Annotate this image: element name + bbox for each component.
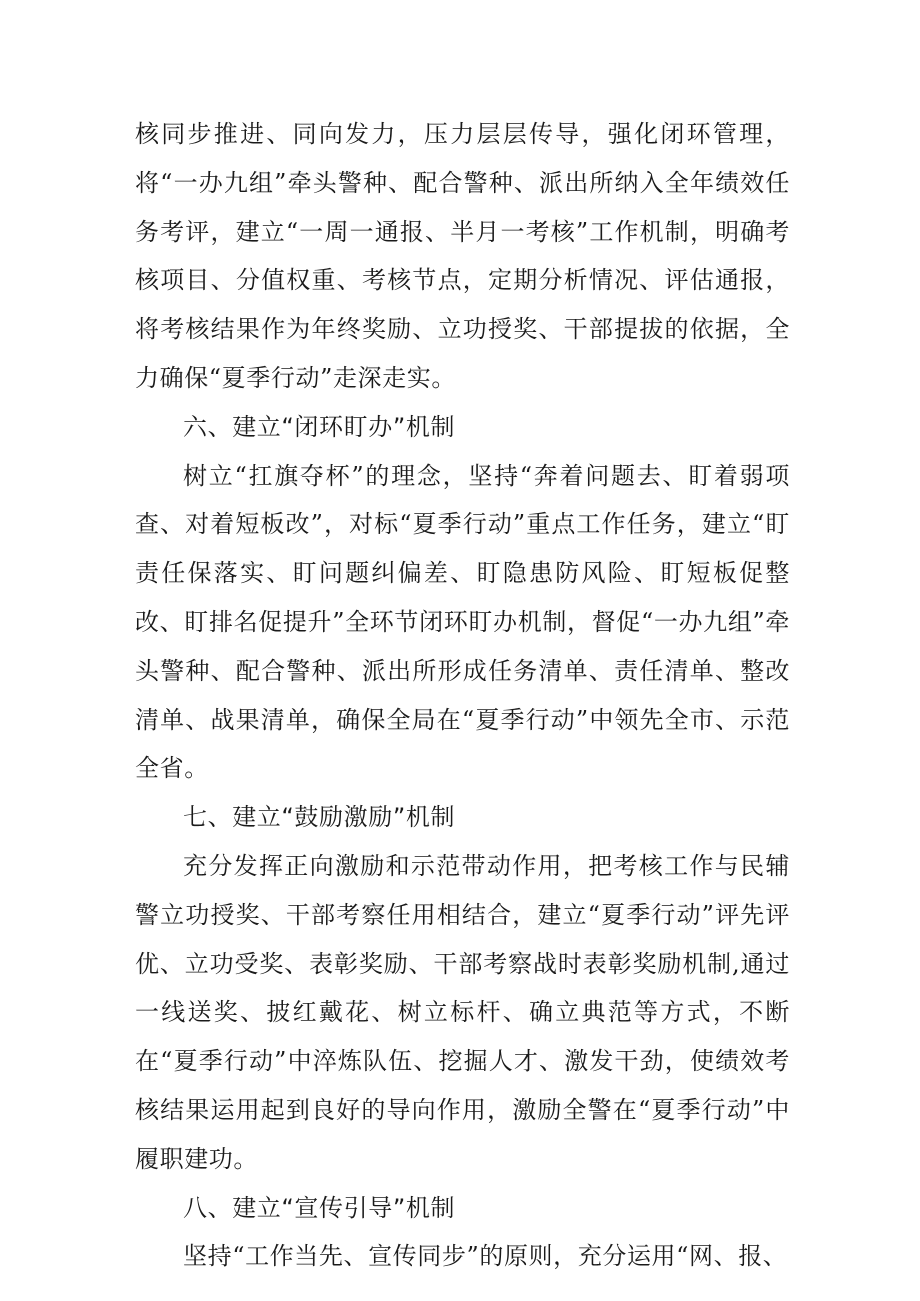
section-heading-8: 八、建立“宣传引导”机制 [183,1193,456,1222]
section-body-8: 坚持“工作当先、宣传同步”的原则，充分运用“网、报、 [183,1242,788,1271]
section-heading-7: 七、建立“鼓励激励”机制 [183,803,456,832]
document-body [135,110,790,1281]
section-body-7: 充分发挥正向激励和示范带动作用，把考核工作与民辅警立功授奖、干部考察任用相结合，建立“夏季行动”评先评优、立功受奖、表彰奖励、干部考察战时表彰奖励机制,通过一线送奖、披红戴花、树立标杆、确立典范等方式，不断在“夏季行动”中淬炼队伍、挖掘人才、激发干劲，使绩效考核结果运用起到良好的导向作用，激励全警在“夏季行动”中履职建功。 [135,851,790,1173]
section-heading-6: 六、建立“闭环盯办”机制 [183,412,456,441]
paragraph-continued: 核同步推进、同向发力，压力层层传导，强化闭环管理，将“一办九组”牵头警种、配合警种、派出所纳入全年绩效任务考评，建立“一周一通报、半月一考核”工作机制，明确考核项目、分值权重、考核节点，定期分析情况、评估通报，将考核结果作为年终奖励、立功授奖、干部提拔的依据，全力确保“夏季行动”走深走实。 [135,120,790,392]
section-body-6: 树立“扛旗夺杯”的理念，坚持“奔着问题去、盯着弱项查、对着短板改”，对标“夏季行动”重点工作任务，建立“盯责任保落实、盯问题纠偏差、盯隐患防风险、盯短板促整改、盯排名促提升”全环节闭环盯办机制，督促“一办九组”牵头警种、配合警种、派出所形成任务清单、责任清单、整改清单、战果清单，确保全局在“夏季行动”中领先全市、示范全省。 [135,461,790,783]
